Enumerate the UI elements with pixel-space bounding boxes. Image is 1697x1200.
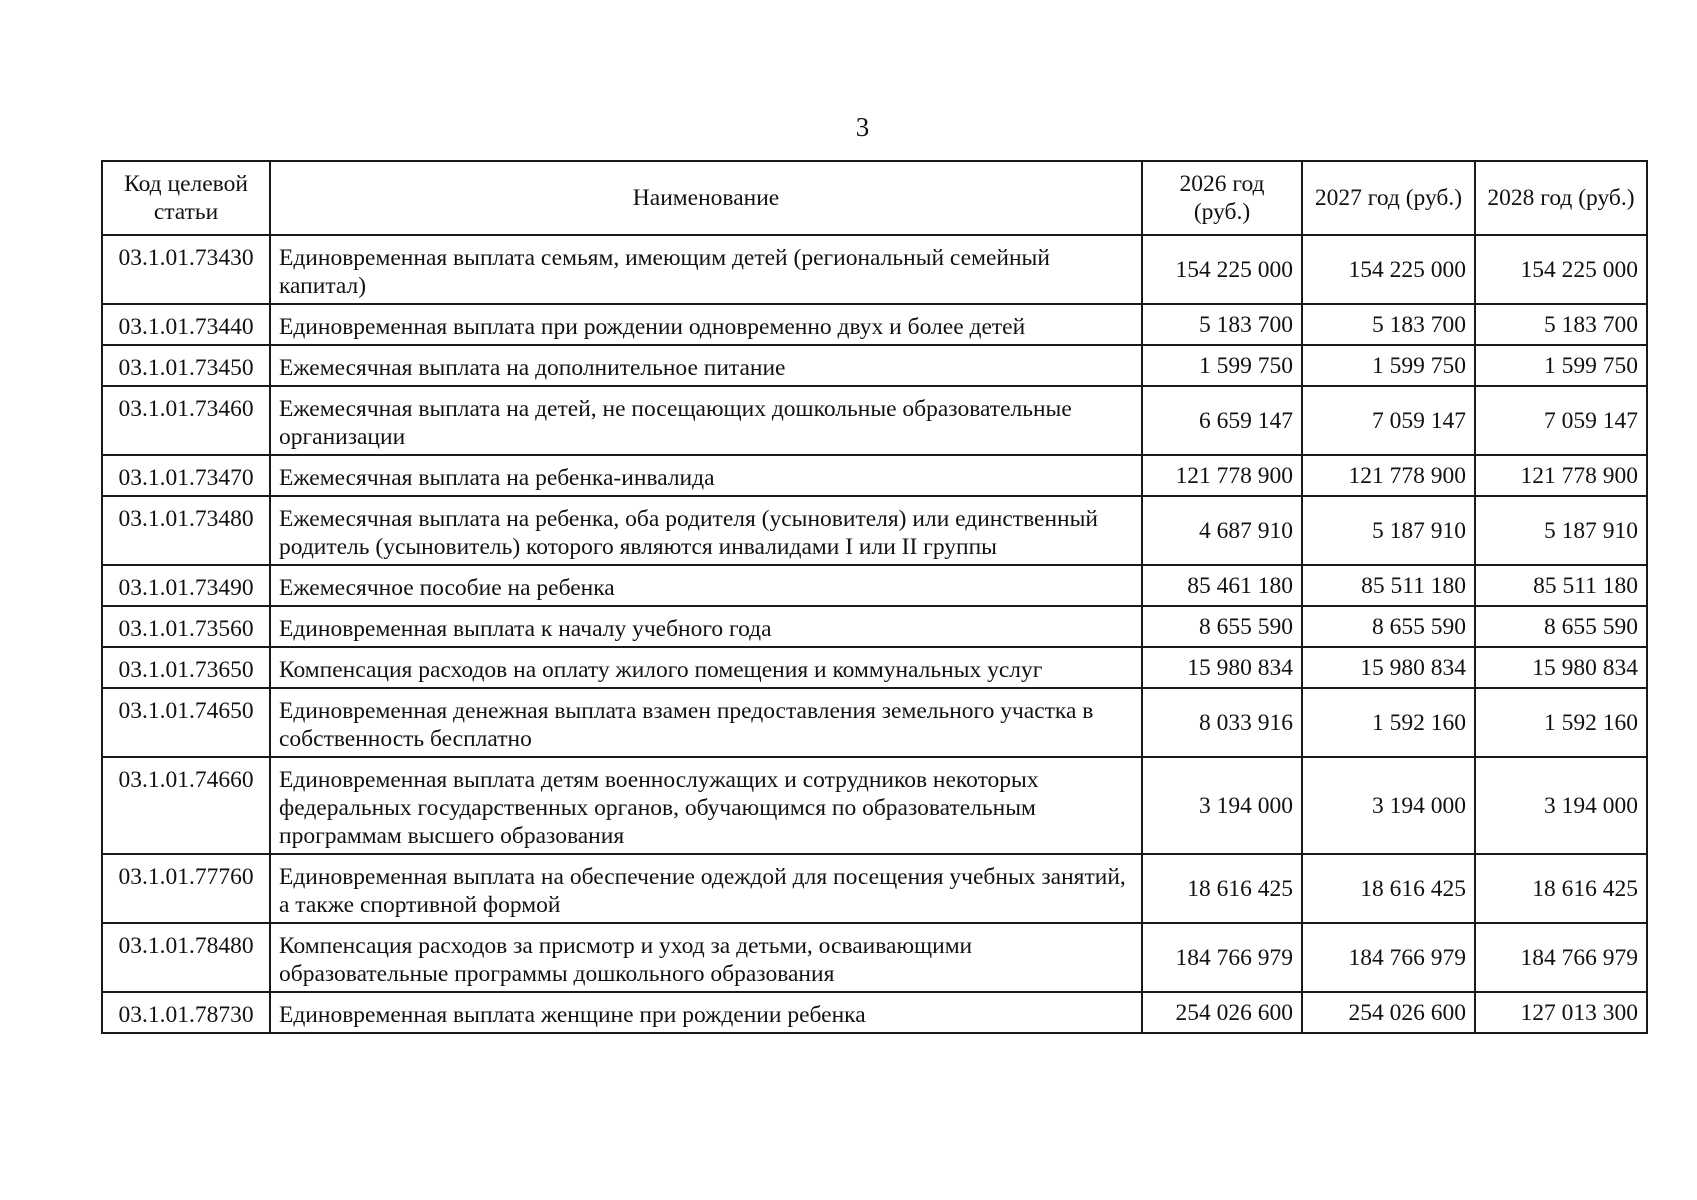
row-name: Ежемесячная выплата на ребенка-инвалида	[270, 455, 1142, 496]
row-code: 03.1.01.73490	[102, 565, 270, 606]
row-code: 03.1.01.78480	[102, 923, 270, 992]
row-2028: 121 778 900	[1475, 455, 1647, 496]
row-2028: 1 592 160	[1475, 688, 1647, 757]
row-name: Единовременная выплата женщине при рождении ребенка	[270, 992, 1142, 1033]
row-2028: 127 013 300	[1475, 992, 1647, 1033]
row-2027: 85 511 180	[1302, 565, 1475, 606]
row-2028: 8 655 590	[1475, 606, 1647, 647]
page-number: 3	[855, 112, 870, 142]
row-2026: 8 033 916	[1142, 688, 1302, 757]
row-2027: 154 225 000	[1302, 235, 1475, 304]
table-row	[102, 496, 1647, 565]
row-2026: 8 655 590	[1142, 606, 1302, 647]
row-2028: 184 766 979	[1475, 923, 1647, 992]
row-code: 03.1.01.78730	[102, 992, 270, 1033]
row-name: Единовременная выплата семьям, имеющим детей (региональный семейный капитал)	[270, 235, 1142, 304]
table-row	[102, 304, 1647, 345]
row-2028: 3 194 000	[1475, 757, 1647, 854]
row-name: Ежемесячная выплата на детей, не посещающих дошкольные образовательные организации	[270, 386, 1142, 455]
table-row	[102, 455, 1647, 496]
table-row	[102, 688, 1647, 757]
header-2028: 2028 год (руб.)	[1475, 161, 1647, 235]
row-2027: 5 187 910	[1302, 496, 1475, 565]
row-code: 03.1.01.73480	[102, 496, 270, 565]
row-2028: 85 511 180	[1475, 565, 1647, 606]
row-code: 03.1.01.73450	[102, 345, 270, 386]
table-row	[102, 757, 1647, 854]
row-2028: 1 599 750	[1475, 345, 1647, 386]
row-2027: 7 059 147	[1302, 386, 1475, 455]
row-name: Единовременная выплата при рождении одновременно двух и более детей	[270, 304, 1142, 345]
row-code: 03.1.01.74650	[102, 688, 270, 757]
row-name: Единовременная выплата к началу учебного года	[270, 606, 1142, 647]
row-2026: 154 225 000	[1142, 235, 1302, 304]
header-code: Код целевой статьи	[102, 161, 270, 235]
row-2027: 1 592 160	[1302, 688, 1475, 757]
budget-table	[101, 160, 1648, 1034]
table-row	[102, 854, 1647, 923]
row-code: 03.1.01.73470	[102, 455, 270, 496]
row-code: 03.1.01.77760	[102, 854, 270, 923]
row-code: 03.1.01.73460	[102, 386, 270, 455]
row-code: 03.1.01.73440	[102, 304, 270, 345]
row-name: Единовременная выплата детям военнослужащих и сотрудников некоторых федеральных государственных органов, обучающимся по образовательным программам высшего образования	[270, 757, 1142, 854]
table-row	[102, 386, 1647, 455]
row-2026: 1 599 750	[1142, 345, 1302, 386]
row-2028: 154 225 000	[1475, 235, 1647, 304]
row-2028: 5 183 700	[1475, 304, 1647, 345]
row-2026: 6 659 147	[1142, 386, 1302, 455]
row-2026: 4 687 910	[1142, 496, 1302, 565]
row-code: 03.1.01.73560	[102, 606, 270, 647]
row-code: 03.1.01.73430	[102, 235, 270, 304]
row-2026: 85 461 180	[1142, 565, 1302, 606]
row-name: Ежемесячная выплата на дополнительное питание	[270, 345, 1142, 386]
row-name: Единовременная выплата на обеспечение одеждой для посещения учебных занятий, а также спортивной формой	[270, 854, 1142, 923]
row-2026: 254 026 600	[1142, 992, 1302, 1033]
row-2027: 18 616 425	[1302, 854, 1475, 923]
row-2026: 18 616 425	[1142, 854, 1302, 923]
header-name: Наименование	[270, 161, 1142, 235]
table-header-row	[102, 161, 1647, 235]
row-2026: 15 980 834	[1142, 647, 1302, 688]
row-2027: 254 026 600	[1302, 992, 1475, 1033]
row-name: Компенсация расходов за присмотр и уход за детьми, осваивающими образовательные программы дошкольного образования	[270, 923, 1142, 992]
row-2027: 8 655 590	[1302, 606, 1475, 647]
row-2026: 3 194 000	[1142, 757, 1302, 854]
row-2028: 18 616 425	[1475, 854, 1647, 923]
row-2028: 7 059 147	[1475, 386, 1647, 455]
row-code: 03.1.01.73650	[102, 647, 270, 688]
row-2028: 5 187 910	[1475, 496, 1647, 565]
table-row	[102, 565, 1647, 606]
header-2026: 2026 год (руб.)	[1142, 161, 1302, 235]
table-row	[102, 606, 1647, 647]
row-name: Компенсация расходов на оплату жилого помещения и коммунальных услуг	[270, 647, 1142, 688]
table-row	[102, 235, 1647, 304]
row-2028: 15 980 834	[1475, 647, 1647, 688]
row-2026: 5 183 700	[1142, 304, 1302, 345]
table-row	[102, 992, 1647, 1033]
row-name: Ежемесячное пособие на ребенка	[270, 565, 1142, 606]
row-2027: 3 194 000	[1302, 757, 1475, 854]
row-2027: 184 766 979	[1302, 923, 1475, 992]
table-row	[102, 647, 1647, 688]
table-row	[102, 923, 1647, 992]
row-2026: 184 766 979	[1142, 923, 1302, 992]
row-code: 03.1.01.74660	[102, 757, 270, 854]
row-name: Ежемесячная выплата на ребенка, оба родителя (усыновителя) или единственный родитель (усыновитель) которого являются инвалидами I или II группы	[270, 496, 1142, 565]
header-2027: 2027 год (руб.)	[1302, 161, 1475, 235]
row-2027: 121 778 900	[1302, 455, 1475, 496]
row-name: Единовременная денежная выплата взамен предоставления земельного участка в собственность бесплатно	[270, 688, 1142, 757]
row-2027: 15 980 834	[1302, 647, 1475, 688]
row-2027: 5 183 700	[1302, 304, 1475, 345]
table-row	[102, 345, 1647, 386]
row-2027: 1 599 750	[1302, 345, 1475, 386]
row-2026: 121 778 900	[1142, 455, 1302, 496]
